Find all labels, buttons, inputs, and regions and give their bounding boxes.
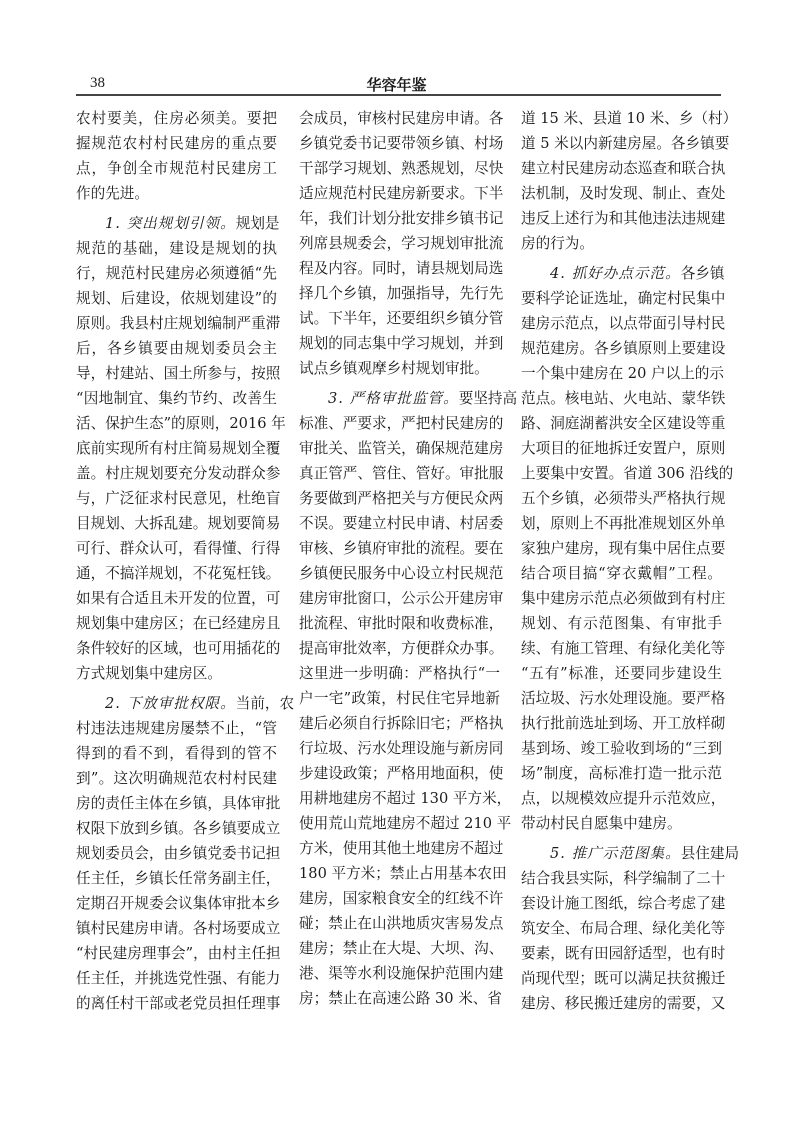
- text-line: [521, 536, 726, 561]
- text-line: [299, 331, 504, 356]
- line-text: 方式规划集中建房区。: [76, 665, 222, 682]
- line-text: 真正管严、管住、管好。审批服: [299, 465, 504, 482]
- line-text: 乡镇党委书记要带领乡镇、村场: [299, 135, 504, 152]
- text-line: [521, 311, 726, 336]
- text-line: [521, 181, 726, 206]
- line-text: 方米，使用其他土地建房不超过: [299, 840, 504, 857]
- line-text: 使用荒山荒地建房不超过 210 平: [299, 815, 512, 832]
- text-line: [76, 361, 281, 386]
- text-line: [76, 261, 277, 286]
- line-text: 导，村建站、国土所参与，按照: [76, 365, 281, 382]
- text-line: [299, 811, 512, 836]
- text-line: [76, 661, 277, 686]
- line-text: 一个集中建房在 20 户以上的示: [521, 365, 724, 382]
- text-line: [299, 131, 504, 156]
- text-line: [299, 911, 504, 936]
- text-line: [299, 836, 504, 861]
- section-paragraph: [299, 386, 518, 1011]
- text-line: [299, 206, 504, 231]
- text-line: [76, 486, 281, 511]
- text-line: [76, 386, 277, 411]
- text-line: [521, 711, 726, 736]
- line-text: 碰；禁止在山洪地质灾害易发点: [299, 915, 504, 932]
- text-line: [299, 761, 504, 786]
- text-line: [76, 916, 281, 941]
- line-text: 要素，既有田园舒适型，也有时: [521, 945, 726, 962]
- line-text: 提高审批效率，方便群众办事。: [299, 640, 504, 657]
- line-text: 可行、群众认可，看得懂、行得: [76, 540, 281, 557]
- text-line: [76, 336, 277, 361]
- line-text: 试点乡镇观摩乡村规划审批。: [299, 360, 489, 377]
- text-line: [299, 231, 504, 256]
- paragraph: [76, 106, 277, 206]
- text-line: [76, 966, 281, 991]
- text-line: [299, 786, 512, 811]
- line-text: 批流程、审批时限和收费标准，: [299, 615, 504, 632]
- line-text: 作的先进。: [76, 185, 149, 202]
- text-line: [76, 561, 281, 586]
- line-text: “因地制宜、集约节约、改善生: [76, 390, 277, 407]
- line-text: “五有”标准，还要同步建设生: [521, 665, 722, 682]
- text-line: [521, 436, 726, 461]
- text-line: [521, 661, 722, 686]
- line-text: 场”制度，高标准打造一批示范: [521, 765, 722, 782]
- line-text: 各乡镇: [680, 265, 725, 282]
- text-column-1: [76, 106, 295, 1021]
- line-text: 建房、移民搬迁建房的需要，又: [521, 995, 726, 1012]
- text-line: [76, 411, 286, 436]
- line-text: 划，原则上不再批准规划区外单: [521, 515, 726, 532]
- text-line: [521, 411, 726, 436]
- line-text: 活、保护生态”的原则，2016 年: [76, 415, 286, 432]
- line-text: 港、渠等水利设施保护范围内建: [299, 965, 504, 982]
- text-column-3: [521, 106, 740, 1021]
- paragraph: [299, 106, 504, 381]
- line-text: 适应规范村民建房新要求。下半: [299, 185, 504, 202]
- page-number: 38: [90, 75, 105, 91]
- text-column-2: [299, 106, 518, 1016]
- line-text: 握规范农村村民建房的重点要: [76, 135, 277, 152]
- line-text: 审批关、监管关，确保规范建房: [299, 440, 504, 457]
- text-line: [521, 486, 726, 511]
- text-line: [299, 686, 500, 711]
- line-text: 建房，国家粮食安全的红线不许: [299, 890, 504, 907]
- text-line: [521, 991, 726, 1016]
- text-line: [521, 916, 726, 941]
- line-text: 房；禁止在高速公路 30 米、省: [299, 990, 502, 1007]
- text-line: [521, 941, 726, 966]
- text-line: [76, 941, 281, 966]
- line-text: 结合我县实际，科学编制了二十: [521, 870, 726, 887]
- section-heading: 3. 严格审批监管。: [328, 390, 459, 407]
- section-paragraph: [76, 691, 295, 1016]
- running-title: 华容年鉴: [366, 76, 427, 94]
- text-line: [76, 106, 277, 131]
- text-line: [299, 636, 504, 661]
- text-line: [299, 511, 504, 536]
- line-text: 当前，农: [235, 695, 295, 712]
- text-line: [299, 586, 504, 611]
- line-text: 任主任，并挑选党性强、有能力: [76, 970, 281, 987]
- line-text: 规划的同志集中学习规划，并到: [299, 335, 504, 352]
- line-text: 法机制，及时发现、制止、查处: [521, 185, 726, 202]
- text-line: [76, 311, 281, 336]
- line-text: 五个乡镇，必须带头严格执行规: [521, 490, 726, 507]
- text-line: [76, 156, 277, 181]
- line-text: 建房；禁止在大堤、大坝、沟、: [299, 940, 504, 957]
- line-text: 规划、有示范图集、有审批手: [521, 615, 722, 632]
- line-text: 续、有施工管理、有绿化美化等: [521, 640, 726, 657]
- text-line: [521, 131, 730, 156]
- text-line: [76, 211, 280, 236]
- text-line: [299, 256, 504, 281]
- line-text: 点，争创全市规范村民建房工: [76, 160, 277, 177]
- text-line: [299, 611, 504, 636]
- line-text: 年，我们计划分批安排乡镇书记: [299, 210, 504, 227]
- text-line: [299, 486, 504, 511]
- line-text: 条件较好的区域，也可用插花的: [76, 640, 281, 657]
- text-line: [76, 236, 277, 261]
- line-text: 如果有合适且未开发的位置，可: [76, 590, 281, 607]
- line-text: 房的行为。: [521, 235, 594, 252]
- line-text: 规划集中建房区；在已经建房且: [76, 615, 281, 632]
- text-line: [521, 611, 722, 636]
- text-line: [521, 736, 722, 761]
- line-text: 结合项目搞“穿衣戴帽”工程。: [521, 565, 722, 582]
- line-text: 后，各乡镇要由规划委员会主: [76, 340, 277, 357]
- line-text: 乡镇便民服务中心设立村民规范: [299, 565, 504, 582]
- text-line: [299, 986, 500, 1011]
- text-line: [521, 386, 726, 411]
- text-line: [299, 661, 500, 686]
- paragraph: [521, 106, 738, 256]
- text-line: [76, 636, 281, 661]
- text-line: [521, 636, 726, 661]
- line-text: “村民建房理事会”，由村主任担: [76, 945, 281, 962]
- text-line: [521, 286, 726, 311]
- line-text: 用耕地建房不超过 130 平方米，: [299, 790, 512, 807]
- text-line: [76, 816, 281, 841]
- section-paragraph: [521, 261, 734, 836]
- line-text: 规范建房。各乡镇原则上要建设: [521, 340, 726, 357]
- text-line: [521, 966, 726, 991]
- text-line: [299, 156, 504, 181]
- text-line: [521, 811, 722, 836]
- line-text: 农村要美，住房必须美。要把: [76, 110, 277, 127]
- text-line: [521, 156, 726, 181]
- line-text: 定期召开规委会议集体审批本乡: [76, 895, 281, 912]
- line-text: 目规划、大拆乱建。规划要简易: [76, 515, 281, 532]
- text-line: [521, 786, 726, 811]
- line-text: 执行批前选址到场、开工放样砌: [521, 715, 726, 732]
- text-line: [521, 336, 726, 361]
- text-line: [299, 861, 507, 886]
- line-text: 通，不搞洋规划，不花冤枉钱。: [76, 565, 281, 582]
- text-line: [299, 411, 504, 436]
- line-text: 标准、严要求，严把村民建房的: [299, 415, 504, 432]
- text-line: [76, 611, 281, 636]
- line-text: 要科学论证选址，确定村民集中: [521, 290, 726, 307]
- line-text: 活垃圾、污水处理设施。要严格: [521, 690, 726, 707]
- line-text: 原则。我县村庄规划编制严重滞: [76, 315, 281, 332]
- line-text: 村违法违规建房屡禁不止，“管: [76, 720, 277, 737]
- text-line: [299, 436, 504, 461]
- line-text: 务要做到严格把关与方便民众两: [299, 490, 504, 507]
- text-line: [76, 131, 277, 156]
- text-line: [521, 761, 722, 786]
- text-line: [299, 711, 504, 736]
- line-text: 试。下半年，还要组织乡镇分管: [299, 310, 504, 327]
- line-text: 与，广泛征求村民意见，杜绝盲: [76, 490, 281, 507]
- text-line: [76, 586, 281, 611]
- line-text: 路、洞庭湖蓄洪安全区建设等重: [521, 415, 726, 432]
- text-line: [521, 841, 740, 866]
- line-text: 规划、后建设，依规划建设”的: [76, 290, 277, 307]
- text-line: [299, 181, 504, 206]
- text-line: [299, 356, 500, 381]
- text-line: [76, 766, 277, 791]
- text-line: [521, 891, 726, 916]
- line-text: 范点。核电站、火电站、蒙华铁: [521, 390, 726, 407]
- text-line: [299, 306, 504, 331]
- line-text: 180 平方米；禁止占用基本农田: [299, 865, 507, 882]
- text-line: [521, 511, 726, 536]
- line-text: 房的责任主体在乡镇，具体审批: [76, 795, 281, 812]
- line-text: 家独户建房，现有集中居住点要: [521, 540, 726, 557]
- line-text: 干部学习规划、熟悉规划，尽快: [299, 160, 504, 177]
- text-line: [76, 181, 277, 206]
- line-text: 行垃圾、污水处理设施与新房同: [299, 740, 504, 757]
- text-line: [521, 261, 725, 286]
- text-line: [299, 936, 504, 961]
- section-heading: 1. 突出规划引领。: [105, 215, 236, 232]
- section-paragraph: [76, 211, 286, 686]
- text-line: [521, 461, 734, 486]
- text-line: [76, 286, 277, 311]
- text-line: [76, 691, 295, 716]
- line-text: 权限下放到乡镇。各乡镇要成立: [76, 820, 281, 837]
- line-text: 任主任，乡镇长任常务副主任，: [76, 870, 281, 887]
- line-text: 审核、乡镇府审批的流程。要在: [299, 540, 504, 557]
- text-line: [521, 866, 726, 891]
- text-line: [299, 281, 504, 306]
- text-line: [299, 561, 504, 586]
- text-line: [521, 231, 722, 256]
- text-line: [299, 736, 504, 761]
- line-text: 盖。村庄规划要充分发动群众参: [76, 465, 281, 482]
- text-line: [299, 461, 504, 486]
- line-text: 户一宅”政策，村民住宅异地新: [299, 690, 500, 707]
- header-rule: [76, 94, 721, 96]
- line-text: 套设计施工图纸，综合考虑了建: [521, 895, 726, 912]
- text-line: [299, 886, 504, 911]
- line-text: 建房审批窗口，公示公开建房审: [299, 590, 504, 607]
- line-text: 规范的基础，建设是规划的执: [76, 240, 277, 257]
- line-text: 的离任村干部或老党员担任理事: [76, 995, 281, 1012]
- text-line: [521, 586, 726, 611]
- line-text: 程及内容。同时，请县规划局选: [299, 260, 504, 277]
- line-text: 建立村民建房动态巡查和联合执: [521, 160, 726, 177]
- text-line: [299, 961, 504, 986]
- line-text: 违反上述行为和其他违法违规建: [521, 210, 726, 227]
- line-text: 到”。这次明确规范农村村民建: [76, 770, 277, 787]
- line-text: 择几个乡镇，加强指导，先行先: [299, 285, 504, 302]
- line-text: 会成员，审核村民建房申请。各: [299, 110, 504, 127]
- line-text: 上要集中安置。省道 306 沿线的: [521, 465, 734, 482]
- line-text: 底前实现所有村庄简易规划全覆: [76, 440, 281, 457]
- section-heading: 5. 推广示范图集。: [550, 845, 681, 862]
- line-text: 基到场、竣工验收到场的“三到: [521, 740, 722, 757]
- section-heading: 4. 抓好办点示范。: [550, 265, 681, 282]
- text-line: [76, 461, 281, 486]
- text-line: [76, 891, 281, 916]
- line-text: 带动村民自愿集中建房。: [521, 815, 682, 832]
- text-line: [299, 536, 504, 561]
- line-text: 不误。要建立村民申请、村居委: [299, 515, 504, 532]
- text-line: [521, 686, 726, 711]
- line-text: 建房示范点，以点带面引导村民: [521, 315, 726, 332]
- line-text: 镇村民建房申请。各村场要成立: [76, 920, 281, 937]
- text-line: [76, 741, 277, 766]
- text-line: [76, 716, 277, 741]
- text-line: [76, 511, 281, 536]
- text-line: [76, 991, 281, 1016]
- text-line: [521, 106, 738, 131]
- text-line: [76, 866, 281, 891]
- text-line: [299, 106, 504, 131]
- line-text: 建后必须自行拆除旧宅；严格执: [299, 715, 504, 732]
- line-text: 规划委员会，由乡镇党委书记担: [76, 845, 281, 862]
- text-line: [76, 536, 281, 561]
- line-text: 尚现代型；既可以满足扶贫搬迁: [521, 970, 726, 987]
- text-line: [299, 386, 518, 411]
- line-text: 这里进一步明确：严格执行“一: [299, 665, 500, 682]
- line-text: 点，以规模效应提升示范效应，: [521, 790, 726, 807]
- line-text: 步建设政策；严格用地面积，使: [299, 765, 504, 782]
- text-line: [521, 206, 726, 231]
- line-text: 道 15 米、县道 10 米、乡（村）: [521, 110, 738, 127]
- text-line: [76, 841, 281, 866]
- text-line: [521, 361, 722, 386]
- line-text: 列席县规委会，学习规划审批流: [299, 235, 504, 252]
- section-heading: 2. 下放审批权限。: [105, 695, 236, 712]
- text-line: [76, 436, 281, 461]
- line-text: 道 5 米以内新建房屋。各乡镇要: [521, 135, 730, 152]
- text-line: [521, 561, 722, 586]
- line-text: 得到的看不到，看得到的管不: [76, 745, 277, 762]
- line-text: 要坚持高: [458, 390, 518, 407]
- line-text: 筑安全、布局合理、绿化美化等: [521, 920, 726, 937]
- section-paragraph: [521, 841, 740, 1016]
- text-line: [76, 791, 281, 816]
- line-text: 大项目的征地拆迁安置户，原则: [521, 440, 726, 457]
- line-text: 县住建局: [680, 845, 740, 862]
- line-text: 规划是: [235, 215, 280, 232]
- line-text: 行，规范村民建房必须遵循“先: [76, 265, 277, 282]
- line-text: 集中建房示范点必须做到有村庄: [521, 590, 726, 607]
